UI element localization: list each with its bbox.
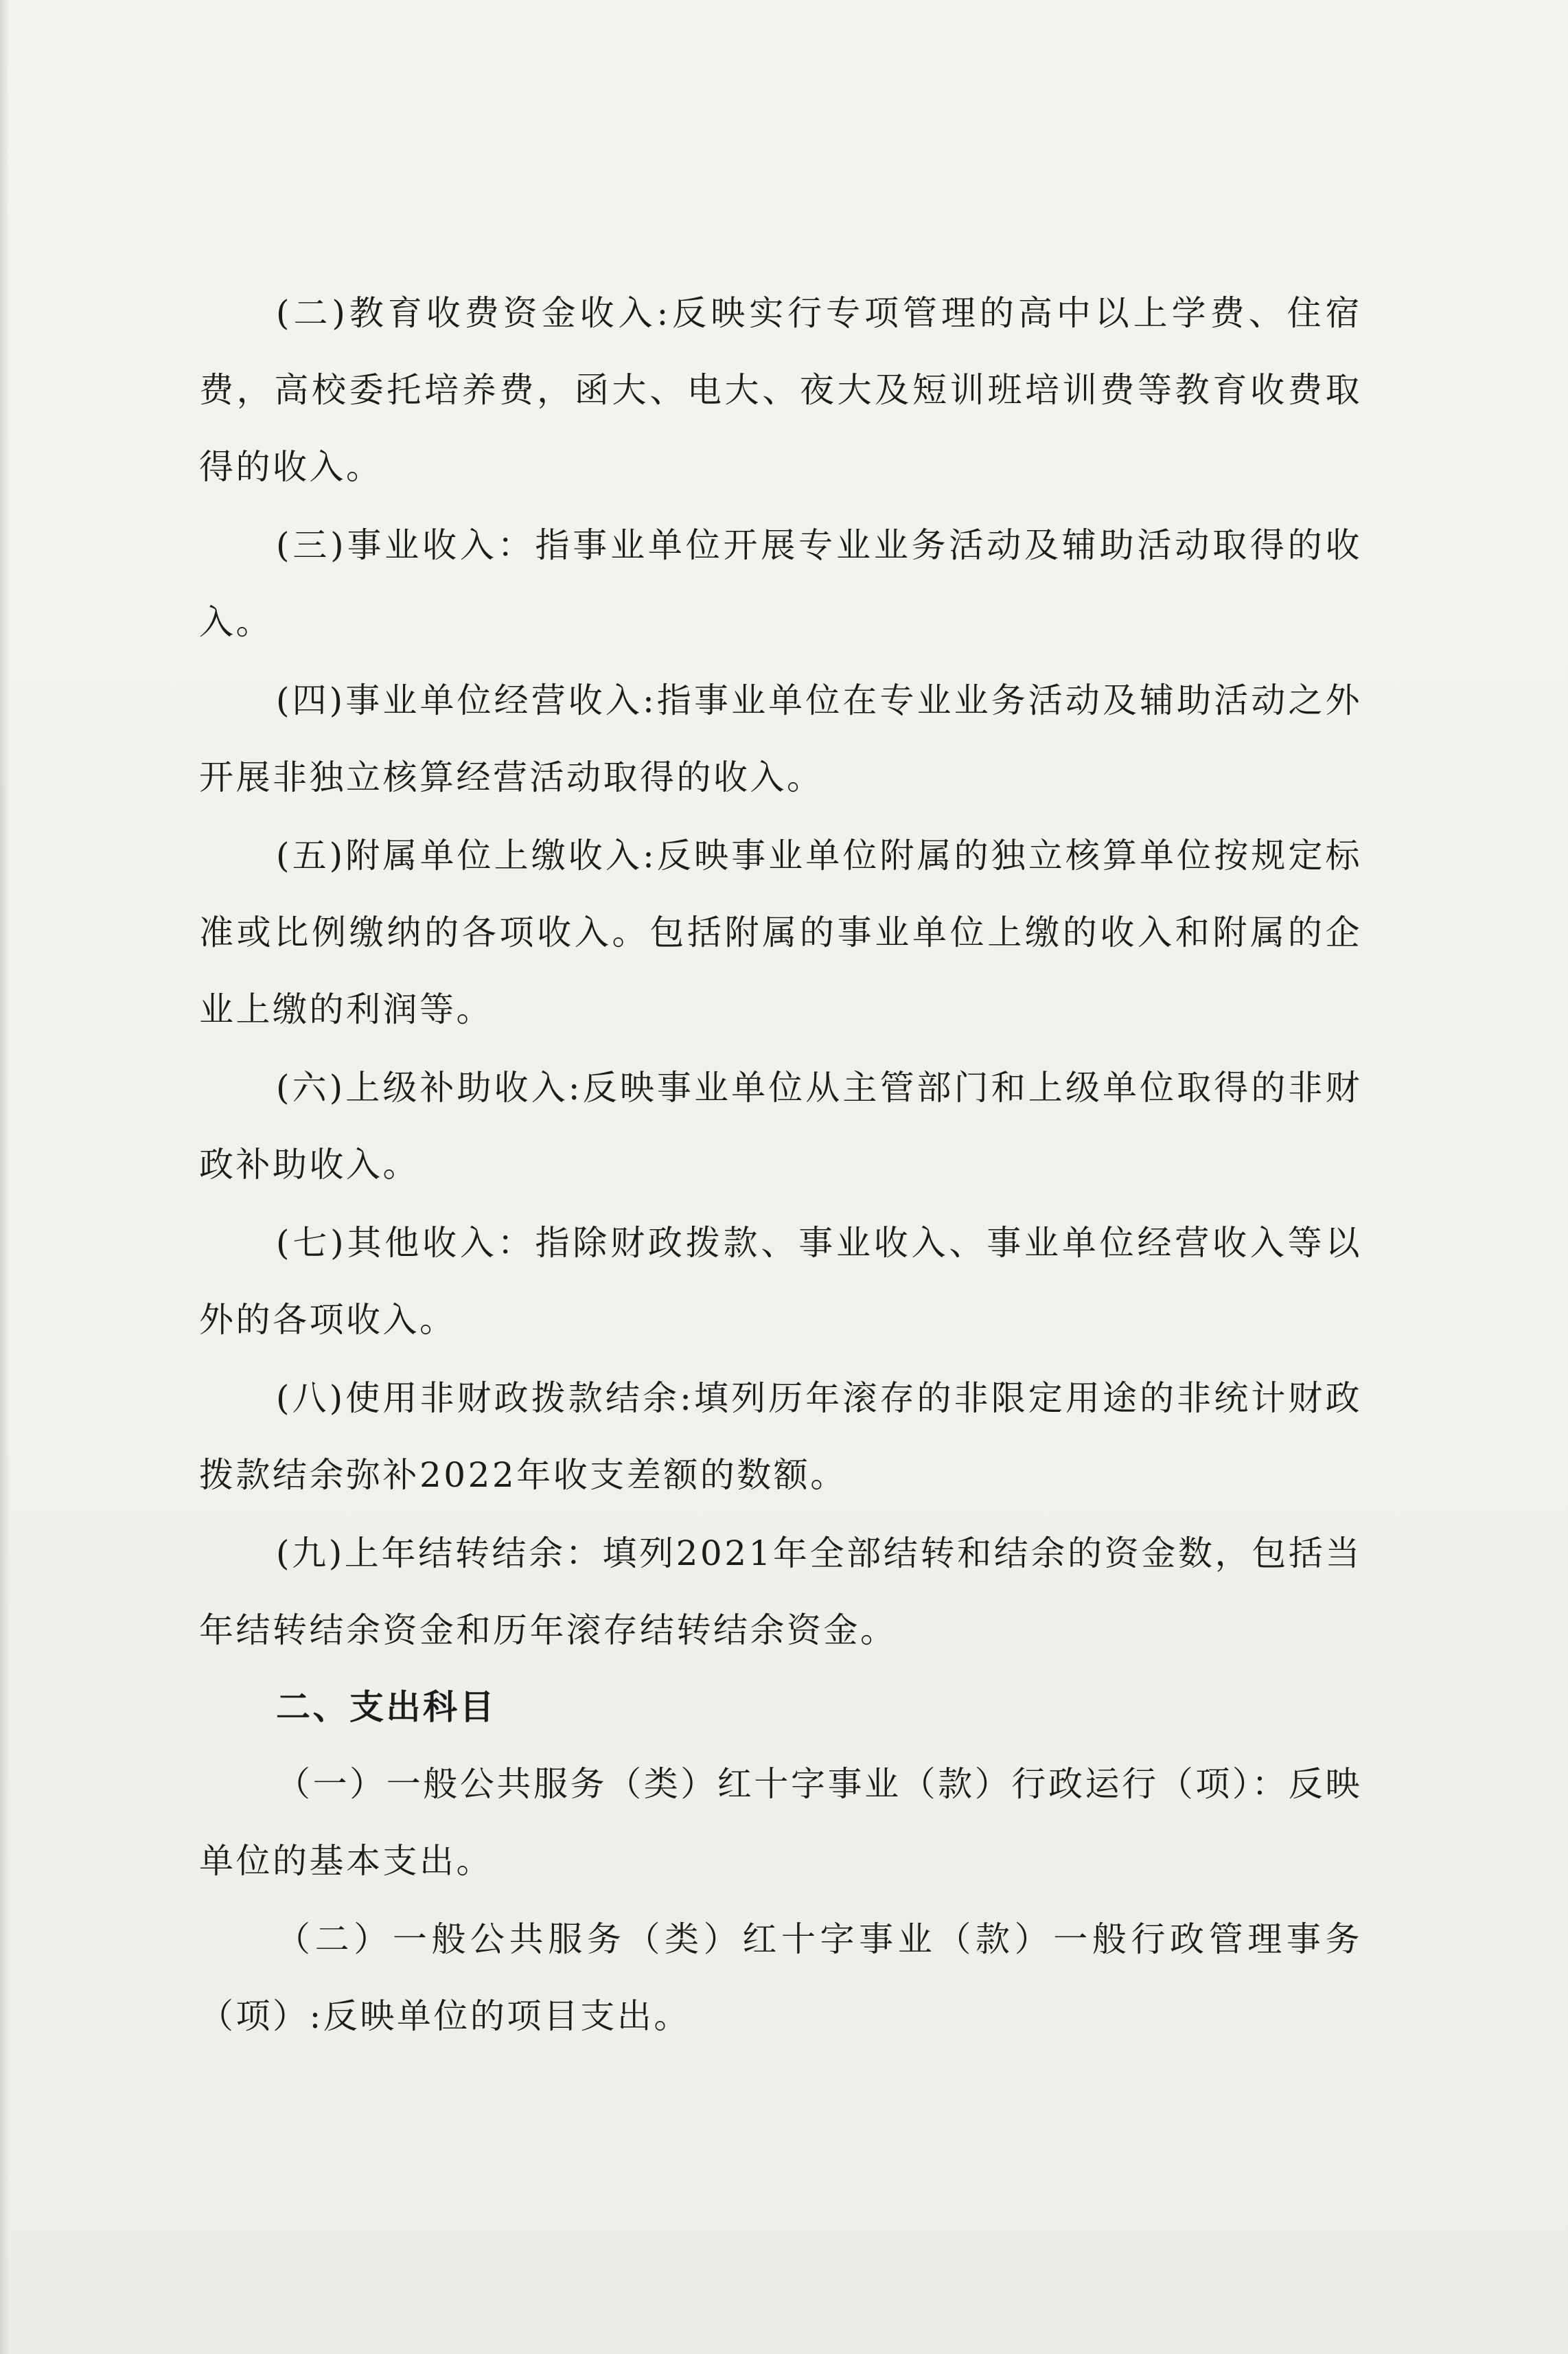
page-edge-shadow <box>0 0 10 2354</box>
income-item-5: (五)附属单位上缴收入:反映事业单位附属的独立核算单位按规定标准或比例缴纳的各项收入。包括附属的事业单位上缴的收入和附属的企业上缴的利润等。 <box>199 836 1362 1029</box>
income-item-9: (九)上年结转结余：填列2021年全部结转和结余的资金数，包括当年结转结余资金和历年滚存结转结余资金。 <box>199 1533 1362 1650</box>
income-item-4: (四)事业单位经营收入:指事业单位在专业业务活动及辅助活动之外开展非独立核算经营活动取得的收入。 <box>199 681 1362 797</box>
income-item-8: (八)使用非财政拨款结余:填列历年滚存的非限定用途的非统计财政拨款结余弥补2022年收支差额的数额。 <box>199 1378 1362 1495</box>
income-item-2: (二)教育收费资金收入:反映实行专项管理的高中以上学费、住宿费，高校委托培养费，函大、电大、夜大及短训班培训费等教育收费取得的收入。 <box>199 293 1362 487</box>
expense-section-heading: 二、支出科目 <box>276 1687 496 1727</box>
expense-item-2: （二）一般公共服务（类）红十字事业（款）一般行政管理事务（项）:反映单位的项目支出。 <box>199 1919 1362 2036</box>
income-item-3: (三)事业收入：指事业单位开展专业业务活动及辅助活动取得的收入。 <box>199 525 1362 642</box>
income-item-7: (七)其他收入：指除财政拨款、事业收入、事业单位经营收入等以外的各项收入。 <box>199 1223 1362 1340</box>
income-item-6: (六)上级补助收入:反映事业单位从主管部门和上级单位取得的非财政补助收入。 <box>199 1068 1362 1185</box>
expense-item-1: （一）一般公共服务（类）红十字事业（款）行政运行（项）：反映单位的基本支出。 <box>199 1764 1362 1881</box>
